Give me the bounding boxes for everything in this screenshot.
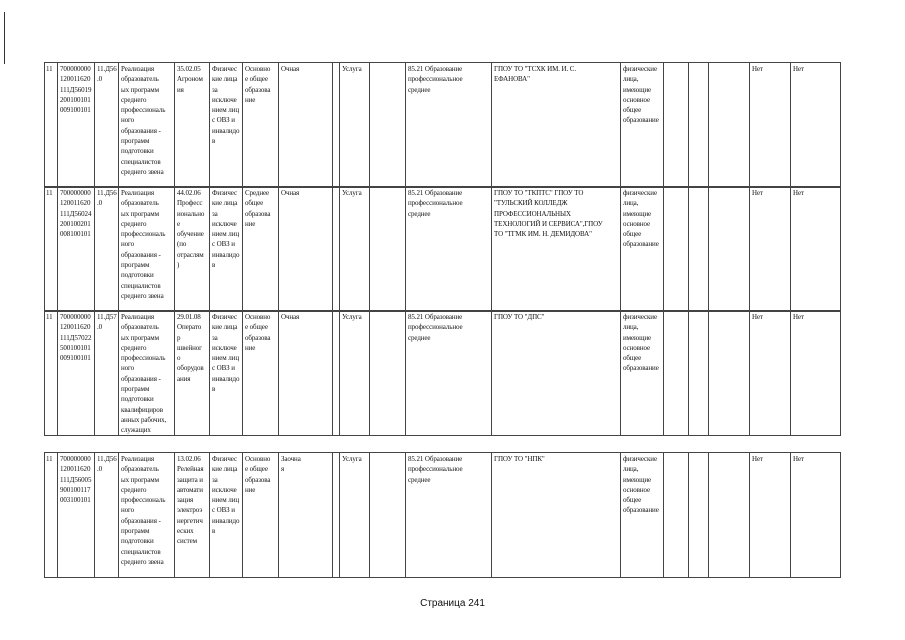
- cell-service-name: Реализация образователь ых программ среднего профессиональ ного образования - программ подготовки квалифициров анных рабочих, служащих: [119, 311, 175, 435]
- cell-registry-code: 700000000 120011620 111Д56005 900100117 003100101: [58, 453, 95, 577]
- cell-form: Очная: [279, 63, 333, 187]
- cell-service-name: Реализация образователь ых программ среднего профессиональ ного образования - программ подготовки специалистов среднего звена: [119, 187, 175, 311]
- cell-education: Основно е общее образова ние: [243, 63, 279, 187]
- cell-empty: [333, 453, 340, 577]
- cell-empty: [709, 311, 750, 435]
- cell-code2: 11.Д56 .0: [95, 63, 119, 187]
- cell-code2: 11.Д56 .0: [95, 453, 119, 577]
- cell-empty: [709, 187, 750, 311]
- cell-flag2: Нет: [791, 63, 841, 187]
- cell-empty: [333, 63, 340, 187]
- cell-empty: [689, 63, 709, 187]
- table-row: [44, 186, 841, 312]
- cell-service-name: Реализация образователь ых программ среднего профессиональ ного образования - программ подготовки специалистов среднего звена: [119, 63, 175, 187]
- table-row: [44, 62, 841, 188]
- cell-consumers: физические лица, имеющие основное общее образование: [621, 453, 664, 577]
- cell-category: Физичес кие лица за исключе нием лиц с ОВЗ и инвалидо в: [210, 453, 243, 577]
- cell-type: Услуга: [340, 63, 370, 187]
- cell-service-name: Реализация образователь ых программ среднего профессиональ ного образования - программ подготовки специалистов среднего звена: [119, 453, 175, 577]
- cell-flag1: Нет: [750, 187, 791, 311]
- cell-empty: [664, 311, 689, 435]
- cell-form: Заочна я: [279, 453, 333, 577]
- cell-institution: ГПОУ ТО "ТСХК ИМ. И. С. ЕФАНОВА": [492, 63, 621, 187]
- cell-empty: [333, 187, 340, 311]
- cell-consumers: физические лица, имеющие основное общее образование: [621, 63, 664, 187]
- margin-rule: [4, 12, 5, 64]
- cell-type: Услуга: [340, 311, 370, 435]
- cell-empty: [333, 311, 340, 435]
- cell-form: Очная: [279, 187, 333, 311]
- page-number: Страница 241: [420, 598, 485, 609]
- cell-empty: [689, 311, 709, 435]
- cell-empty: [370, 453, 406, 577]
- cell-specialty: 44.02.06 Професс ионально е обучение (по отраслям ): [175, 187, 210, 311]
- cell-specialty: 35.02.05 Агроном ия: [175, 63, 210, 187]
- cell-empty: [664, 187, 689, 311]
- cell-num: 11: [44, 453, 58, 577]
- cell-empty: [370, 311, 406, 435]
- cell-institution: ГПОУ ТО "ТКПТС" ГПОУ ТО "ТУЛЬСКИЙ КОЛЛЕДЖ ПРОФЕССИОНАЛЬНЫХ ТЕХНОЛОГИЙ И СЕРВИСА",ГПОУ ТО "ТГМК ИМ. Н. ДЕМИДОВА": [492, 187, 621, 311]
- cell-consumers: физические лица, имеющие основное общее образование: [621, 187, 664, 311]
- cell-okved: 85.21 Образование профессиональное среднее: [406, 311, 492, 435]
- cell-institution: ГПОУ ТО "ДПС": [492, 311, 621, 435]
- cell-registry-code: 700000000 120011620 111Д56019 200100101 009100101: [58, 63, 95, 187]
- cell-registry-code: 700000000 120011620 111Д56024 200100201 008100101: [58, 187, 95, 311]
- cell-registry-code: 700000000 120011620 111Д57022 500100101 009100101: [58, 311, 95, 435]
- cell-consumers: физические лица, имеющие основное общее образование: [621, 311, 664, 435]
- cell-okved: 85.21 Образование профессиональное среднее: [406, 187, 492, 311]
- cell-education: Среднее общее образова ние: [243, 187, 279, 311]
- cell-specialty: 13.02.06 Релейная защита и автомати зация электроэ нергетич еских систем: [175, 453, 210, 577]
- cell-empty: [664, 453, 689, 577]
- cell-flag1: Нет: [750, 311, 791, 435]
- cell-education: Основно е общее образова ние: [243, 311, 279, 435]
- cell-empty: [664, 63, 689, 187]
- cell-okved: 85.21 Образование профессиональное среднее: [406, 63, 492, 187]
- cell-form: Очная: [279, 311, 333, 435]
- cell-flag2: Нет: [791, 187, 841, 311]
- cell-empty: [370, 63, 406, 187]
- cell-flag2: Нет: [791, 311, 841, 435]
- table-row: [44, 310, 841, 436]
- cell-empty: [709, 453, 750, 577]
- cell-empty: [709, 63, 750, 187]
- cell-num: 11: [44, 187, 58, 311]
- cell-institution: ГПОУ ТО "НПК": [492, 453, 621, 577]
- cell-flag1: Нет: [750, 453, 791, 577]
- cell-code2: 11.Д56 .0: [95, 187, 119, 311]
- cell-specialty: 29.01.08 Операто р швейног о оборудов ания: [175, 311, 210, 435]
- cell-num: 11: [44, 63, 58, 187]
- cell-empty: [689, 187, 709, 311]
- cell-flag2: Нет: [791, 453, 841, 577]
- cell-num: 11: [44, 311, 58, 435]
- cell-type: Услуга: [340, 453, 370, 577]
- cell-empty: [370, 187, 406, 311]
- cell-flag1: Нет: [750, 63, 791, 187]
- cell-empty: [689, 453, 709, 577]
- cell-code2: 11.Д57 .0: [95, 311, 119, 435]
- cell-okved: 85.21 Образование профессиональное среднее: [406, 453, 492, 577]
- cell-category: Физичес кие лица за исключе нием лиц с ОВЗ и инвалидо в: [210, 311, 243, 435]
- cell-category: Физичес кие лица за исключе нием лиц с ОВЗ и инвалидо в: [210, 187, 243, 311]
- table-row: [44, 452, 841, 578]
- cell-category: Физичес кие лица за исключе нием лиц с ОВЗ и инвалидо в: [210, 63, 243, 187]
- cell-education: Основно е общее образова ние: [243, 453, 279, 577]
- cell-type: Услуга: [340, 187, 370, 311]
